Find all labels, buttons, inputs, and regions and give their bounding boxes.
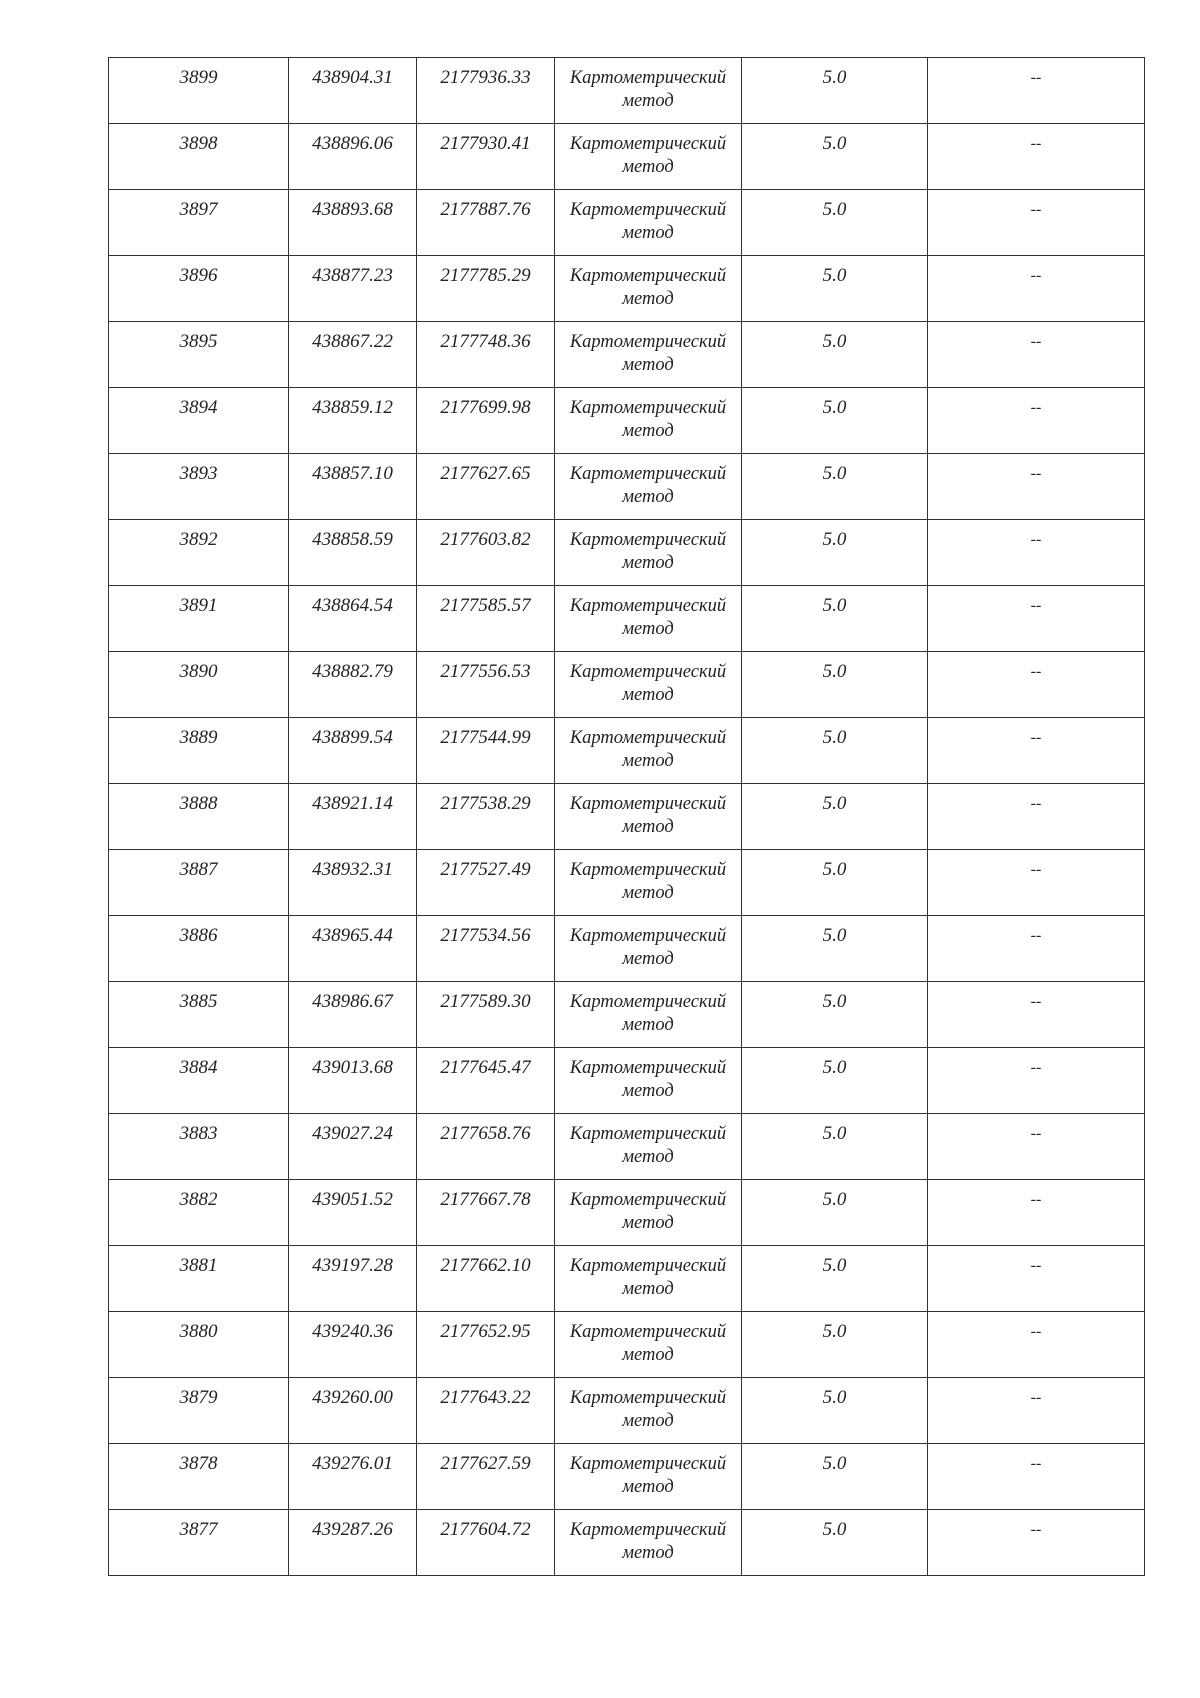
point-number-cell: 3898 [109,124,289,190]
method-cell: Картометрический метод [555,784,742,850]
y-coordinate-cell: 2177585.57 [417,586,555,652]
x-coordinate-cell: 439013.68 [289,1048,417,1114]
y-coordinate-cell: 2177643.22 [417,1378,555,1444]
point-number-cell: 3895 [109,322,289,388]
x-coordinate-cell: 439051.52 [289,1180,417,1246]
y-coordinate-cell: 2177645.47 [417,1048,555,1114]
x-coordinate-cell: 438899.54 [289,718,417,784]
table-row [109,1180,1145,1246]
coordinates-table [108,57,1145,1576]
method-cell: Картометрический метод [555,652,742,718]
point-number-cell: 3894 [109,388,289,454]
x-coordinate-cell: 439287.26 [289,1510,417,1576]
accuracy-cell: 5.0 [742,1312,928,1378]
point-number-cell: 3877 [109,1510,289,1576]
note-cell: -- [928,1114,1145,1180]
point-number-cell: 3893 [109,454,289,520]
table-row [109,1246,1145,1312]
x-coordinate-cell: 438932.31 [289,850,417,916]
method-cell: Картометрический метод [555,982,742,1048]
x-coordinate-cell: 438867.22 [289,322,417,388]
y-coordinate-cell: 2177603.82 [417,520,555,586]
method-cell: Картометрический метод [555,1048,742,1114]
x-coordinate-cell: 439240.36 [289,1312,417,1378]
method-cell: Картометрический метод [555,1378,742,1444]
note-cell: -- [928,1444,1145,1510]
note-cell: -- [928,256,1145,322]
method-cell: Картометрический метод [555,454,742,520]
point-number-cell: 3890 [109,652,289,718]
y-coordinate-cell: 2177887.76 [417,190,555,256]
point-number-cell: 3884 [109,1048,289,1114]
point-number-cell: 3881 [109,1246,289,1312]
note-cell: -- [928,58,1145,124]
accuracy-cell: 5.0 [742,1114,928,1180]
y-coordinate-cell: 2177785.29 [417,256,555,322]
accuracy-cell: 5.0 [742,124,928,190]
x-coordinate-cell: 438858.59 [289,520,417,586]
table-row [109,58,1145,124]
accuracy-cell: 5.0 [742,190,928,256]
table-row [109,1312,1145,1378]
table-row [109,1378,1145,1444]
y-coordinate-cell: 2177589.30 [417,982,555,1048]
method-cell: Картометрический метод [555,916,742,982]
accuracy-cell: 5.0 [742,916,928,982]
note-cell: -- [928,520,1145,586]
point-number-cell: 3887 [109,850,289,916]
point-number-cell: 3885 [109,982,289,1048]
table-row [109,1048,1145,1114]
accuracy-cell: 5.0 [742,850,928,916]
accuracy-cell: 5.0 [742,1378,928,1444]
x-coordinate-cell: 438921.14 [289,784,417,850]
note-cell: -- [928,718,1145,784]
y-coordinate-cell: 2177527.49 [417,850,555,916]
y-coordinate-cell: 2177627.65 [417,454,555,520]
x-coordinate-cell: 438893.68 [289,190,417,256]
method-cell: Картометрический метод [555,1312,742,1378]
accuracy-cell: 5.0 [742,784,928,850]
y-coordinate-cell: 2177544.99 [417,718,555,784]
y-coordinate-cell: 2177652.95 [417,1312,555,1378]
accuracy-cell: 5.0 [742,454,928,520]
method-cell: Картометрический метод [555,850,742,916]
method-cell: Картометрический метод [555,190,742,256]
table-row [109,850,1145,916]
table-row [109,784,1145,850]
table-row [109,652,1145,718]
x-coordinate-cell: 438986.67 [289,982,417,1048]
accuracy-cell: 5.0 [742,1246,928,1312]
note-cell: -- [928,982,1145,1048]
note-cell: -- [928,652,1145,718]
accuracy-cell: 5.0 [742,718,928,784]
table-row [109,388,1145,454]
method-cell: Картометрический метод [555,586,742,652]
x-coordinate-cell: 439027.24 [289,1114,417,1180]
table-row [109,124,1145,190]
note-cell: -- [928,124,1145,190]
point-number-cell: 3897 [109,190,289,256]
table-row [109,718,1145,784]
table-row [109,1510,1145,1576]
accuracy-cell: 5.0 [742,652,928,718]
document-page [108,57,1144,1576]
point-number-cell: 3882 [109,1180,289,1246]
point-number-cell: 3888 [109,784,289,850]
method-cell: Картометрический метод [555,1180,742,1246]
method-cell: Картометрический метод [555,1246,742,1312]
note-cell: -- [928,916,1145,982]
y-coordinate-cell: 2177930.41 [417,124,555,190]
note-cell: -- [928,454,1145,520]
method-cell: Картометрический метод [555,1510,742,1576]
method-cell: Картометрический метод [555,1114,742,1180]
x-coordinate-cell: 439276.01 [289,1444,417,1510]
note-cell: -- [928,1048,1145,1114]
x-coordinate-cell: 438859.12 [289,388,417,454]
y-coordinate-cell: 2177556.53 [417,652,555,718]
table-row [109,520,1145,586]
x-coordinate-cell: 438882.79 [289,652,417,718]
note-cell: -- [928,190,1145,256]
y-coordinate-cell: 2177604.72 [417,1510,555,1576]
note-cell: -- [928,784,1145,850]
coordinates-table-body [109,58,1145,1576]
accuracy-cell: 5.0 [742,586,928,652]
table-row [109,916,1145,982]
table-row [109,982,1145,1048]
accuracy-cell: 5.0 [742,322,928,388]
note-cell: -- [928,1180,1145,1246]
accuracy-cell: 5.0 [742,58,928,124]
accuracy-cell: 5.0 [742,1510,928,1576]
x-coordinate-cell: 439260.00 [289,1378,417,1444]
note-cell: -- [928,586,1145,652]
method-cell: Картометрический метод [555,124,742,190]
method-cell: Картометрический метод [555,520,742,586]
y-coordinate-cell: 2177658.76 [417,1114,555,1180]
note-cell: -- [928,1378,1145,1444]
method-cell: Картометрический метод [555,256,742,322]
table-row [109,190,1145,256]
x-coordinate-cell: 438896.06 [289,124,417,190]
method-cell: Картометрический метод [555,388,742,454]
y-coordinate-cell: 2177627.59 [417,1444,555,1510]
note-cell: -- [928,1312,1145,1378]
method-cell: Картометрический метод [555,1444,742,1510]
point-number-cell: 3879 [109,1378,289,1444]
x-coordinate-cell: 438864.54 [289,586,417,652]
x-coordinate-cell: 438857.10 [289,454,417,520]
accuracy-cell: 5.0 [742,388,928,454]
note-cell: -- [928,1510,1145,1576]
y-coordinate-cell: 2177538.29 [417,784,555,850]
y-coordinate-cell: 2177662.10 [417,1246,555,1312]
x-coordinate-cell: 438877.23 [289,256,417,322]
table-row [109,322,1145,388]
table-row [109,586,1145,652]
note-cell: -- [928,388,1145,454]
method-cell: Картометрический метод [555,718,742,784]
point-number-cell: 3883 [109,1114,289,1180]
point-number-cell: 3891 [109,586,289,652]
accuracy-cell: 5.0 [742,520,928,586]
method-cell: Картометрический метод [555,58,742,124]
y-coordinate-cell: 2177936.33 [417,58,555,124]
point-number-cell: 3899 [109,58,289,124]
point-number-cell: 3889 [109,718,289,784]
accuracy-cell: 5.0 [742,1180,928,1246]
point-number-cell: 3880 [109,1312,289,1378]
point-number-cell: 3892 [109,520,289,586]
accuracy-cell: 5.0 [742,982,928,1048]
y-coordinate-cell: 2177667.78 [417,1180,555,1246]
x-coordinate-cell: 438904.31 [289,58,417,124]
y-coordinate-cell: 2177699.98 [417,388,555,454]
note-cell: -- [928,322,1145,388]
note-cell: -- [928,850,1145,916]
point-number-cell: 3878 [109,1444,289,1510]
table-row [109,256,1145,322]
note-cell: -- [928,1246,1145,1312]
y-coordinate-cell: 2177748.36 [417,322,555,388]
table-row [109,1114,1145,1180]
x-coordinate-cell: 439197.28 [289,1246,417,1312]
method-cell: Картометрический метод [555,322,742,388]
x-coordinate-cell: 438965.44 [289,916,417,982]
point-number-cell: 3896 [109,256,289,322]
table-row [109,454,1145,520]
y-coordinate-cell: 2177534.56 [417,916,555,982]
accuracy-cell: 5.0 [742,1444,928,1510]
table-row [109,1444,1145,1510]
point-number-cell: 3886 [109,916,289,982]
accuracy-cell: 5.0 [742,256,928,322]
accuracy-cell: 5.0 [742,1048,928,1114]
